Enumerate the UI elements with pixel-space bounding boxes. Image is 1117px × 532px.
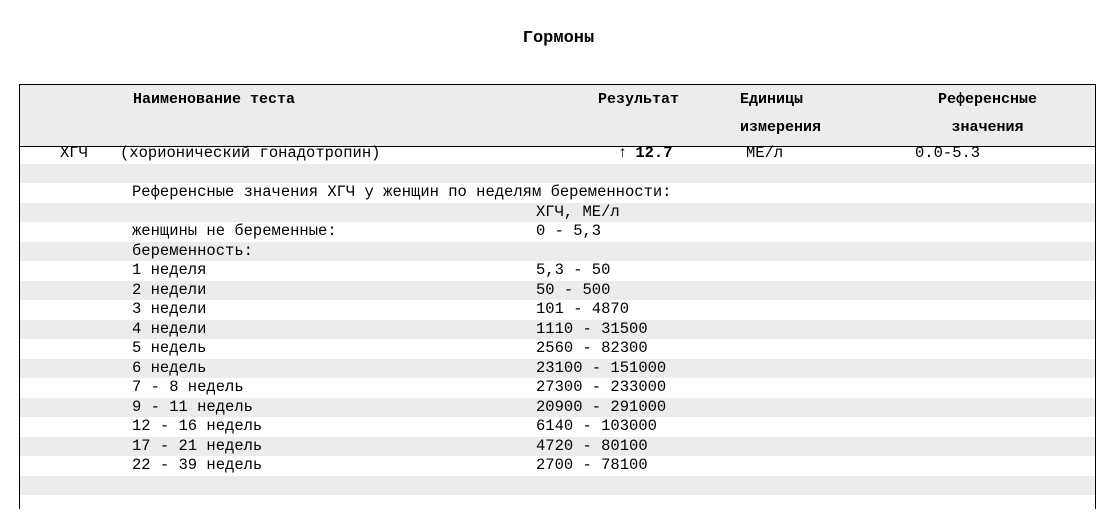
note-row-value: 101 - 4870 xyxy=(536,300,630,318)
note-row-label: 22 - 39 недель xyxy=(132,456,263,474)
header-units-line1: Единицы xyxy=(740,91,804,108)
table-header xyxy=(20,85,1095,147)
note-row-label: женщины не беременные: xyxy=(132,222,337,240)
list-item xyxy=(20,300,1095,320)
test-result-value: 12.7 xyxy=(635,144,673,162)
note-row-label: 4 недели xyxy=(132,319,207,338)
list-item xyxy=(20,456,1095,476)
test-row xyxy=(20,144,1095,164)
note-row-label: 17 - 21 недель xyxy=(132,436,263,455)
note-row-label: 7 - 8 недель xyxy=(132,378,244,396)
note-row-label: 9 - 11 недель xyxy=(132,397,253,416)
list-item xyxy=(20,339,1095,359)
test-units: МЕ/л xyxy=(746,144,784,162)
list-item xyxy=(20,242,1095,262)
list-item xyxy=(20,437,1095,457)
list-item xyxy=(20,359,1095,379)
header-reference-line2: значения xyxy=(951,119,1024,136)
test-reference: 0.0-5.3 xyxy=(915,144,981,162)
list-item xyxy=(20,378,1095,398)
header-units xyxy=(740,90,880,138)
section-title: Гормоны xyxy=(522,29,595,48)
note-row-label: 6 недель xyxy=(132,358,207,377)
note-row-value: 0 - 5,3 xyxy=(536,222,602,240)
spacer-row xyxy=(20,164,1095,184)
test-result xyxy=(618,144,673,163)
test-name: (хорионический гонадотропин) xyxy=(120,144,381,162)
list-item xyxy=(20,320,1095,340)
note-row-label: 2 недели xyxy=(132,280,207,299)
note-row-value: 1110 - 31500 xyxy=(536,319,648,338)
note-row-value: 6140 - 103000 xyxy=(536,417,657,435)
list-item xyxy=(20,281,1095,301)
note-row-value: 4720 - 80100 xyxy=(536,436,648,455)
test-code: ХГЧ xyxy=(60,144,88,162)
note-row-value: 2700 - 78100 xyxy=(536,456,648,474)
note-row-label: 12 - 16 недель xyxy=(132,417,263,435)
spacer-row xyxy=(20,476,1095,496)
list-item xyxy=(20,261,1095,281)
header-result: Результат xyxy=(598,91,680,108)
note-row-value: 2560 - 82300 xyxy=(536,339,648,357)
header-reference-line1: Референсные xyxy=(937,91,1038,108)
header-test-name: Наименование теста xyxy=(133,91,296,108)
note-row-label: 3 недели xyxy=(132,300,207,318)
arrow-up-icon: ↑ xyxy=(618,144,628,162)
note-row-label: беременность: xyxy=(132,241,253,260)
note-row-value: 5,3 - 50 xyxy=(536,261,611,279)
note-title: Референсные значения ХГЧ у женщин по неделям беременности: xyxy=(132,183,672,201)
note-row-value: 50 - 500 xyxy=(536,280,611,299)
note-column-header-row xyxy=(20,203,1095,223)
note-column-header: ХГЧ, МЕ/л xyxy=(536,202,620,221)
list-item xyxy=(20,398,1095,418)
note-row-value: 23100 - 151000 xyxy=(536,358,667,377)
header-units-line2: измерения xyxy=(740,119,822,136)
note-row-value: 27300 - 233000 xyxy=(536,378,667,396)
results-table xyxy=(19,84,1096,509)
list-item xyxy=(20,417,1095,437)
header-reference xyxy=(900,90,1075,138)
note-title-row xyxy=(20,183,1095,203)
note-row-label: 1 неделя xyxy=(132,261,207,279)
note-row-value: 20900 - 291000 xyxy=(536,397,667,416)
list-item xyxy=(20,222,1095,242)
note-row-label: 5 недель xyxy=(132,339,207,357)
